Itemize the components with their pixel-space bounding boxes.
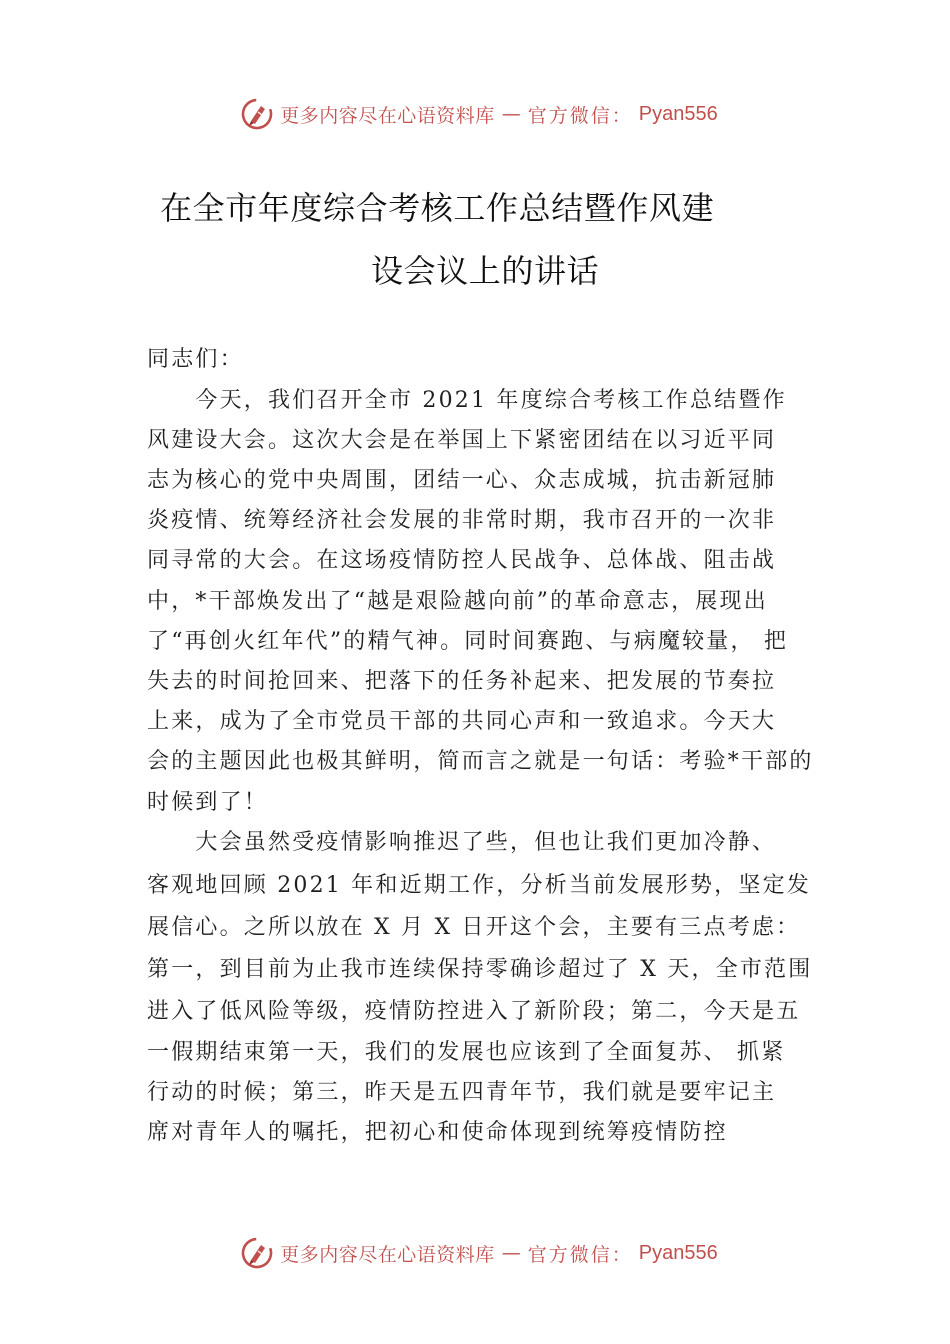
watermark-group [240,97,718,131]
body-line: 进入了低风险等级，疫情防控进入了新阶段；第二，今天是五 [147,999,801,1024]
pen-nib-logo-icon [240,1236,274,1270]
body-line: 上来，成为了全市党员干部的共同心声和一致追求。今天大 [147,709,777,734]
watermark-wechat-label: 官方微信： [527,104,633,127]
watermark-site-text: 更多内容尽在心语资料库 [280,104,495,127]
body-line: 今天，我们召开全市 2021 年度综合考核工作总结暨作 [147,388,787,413]
body-line: 席对青年人的嘱托，把初心和使命体现到统筹疫情防控 [147,1120,728,1145]
header-watermark [0,94,950,134]
body-line: 失去的时间抢回来、把落下的任务补起来、把发展的节奏拉 [147,669,777,694]
document-title-line-2: 设会议上的讲话 [371,252,600,290]
watermark-separator: — [501,103,521,125]
body-line: 客观地回顾 2021 年和近期工作，分析当前发展形势，坚定发 [147,873,811,898]
body-line: 风建设大会。这次大会是在举国上下紧密团结在以习近平同 [147,428,777,453]
body-line: 展信心。之所以放在 X 月 X 日开这个会，主要有三点考虑： [147,915,801,940]
watermark-site-text: 更多内容尽在心语资料库 [280,1243,495,1266]
document-title-line-1: 在全市年度综合考核工作总结暨作风建 [160,189,715,227]
body-line: 同寻常的大会。在这场疫情防控人民战争、总体战、阻击战 [147,548,777,573]
body-line: 中，*干部焕发出了“越是艰险越向前”的革命意志，展现出 [147,589,768,614]
pen-nib-logo-icon [240,97,274,131]
watermark-wechat-id: Pyan556 [638,102,718,125]
body-line: 同志们： [147,347,244,372]
body-line: 时候到了！ [147,790,269,815]
watermark-wechat-label: 官方微信： [527,1243,633,1266]
watermark-separator: — [501,1242,521,1264]
watermark-group [240,1236,718,1270]
body-line: 大会虽然受疫情影响推迟了些，但也让我们更加冷静、 [147,830,777,855]
body-line: 一假期结束第一天，我们的发展也应该到了全面复苏、 抓紧 [147,1040,786,1065]
body-line: 炎疫情、统筹经济社会发展的非常时期，我市召开的一次非 [147,508,777,533]
footer-watermark [0,1233,950,1273]
body-line: 会的主题因此也极其鲜明，简而言之就是一句话：考验*干部的 [147,749,814,774]
body-line: 行动的时候；第三，昨天是五四青年节，我们就是要牢记主 [147,1080,777,1105]
body-line: 第一，到目前为止我市连续保持零确诊超过了 X 天，全市范围 [147,957,813,982]
body-line: 志为核心的党中央周围，团结一心、众志成城，抗击新冠肺 [147,468,777,493]
watermark-wechat-id: Pyan556 [638,1241,718,1264]
body-line: 了“再创火红年代”的精气神。同时间赛跑、与病魔较量， 把 [147,629,789,654]
